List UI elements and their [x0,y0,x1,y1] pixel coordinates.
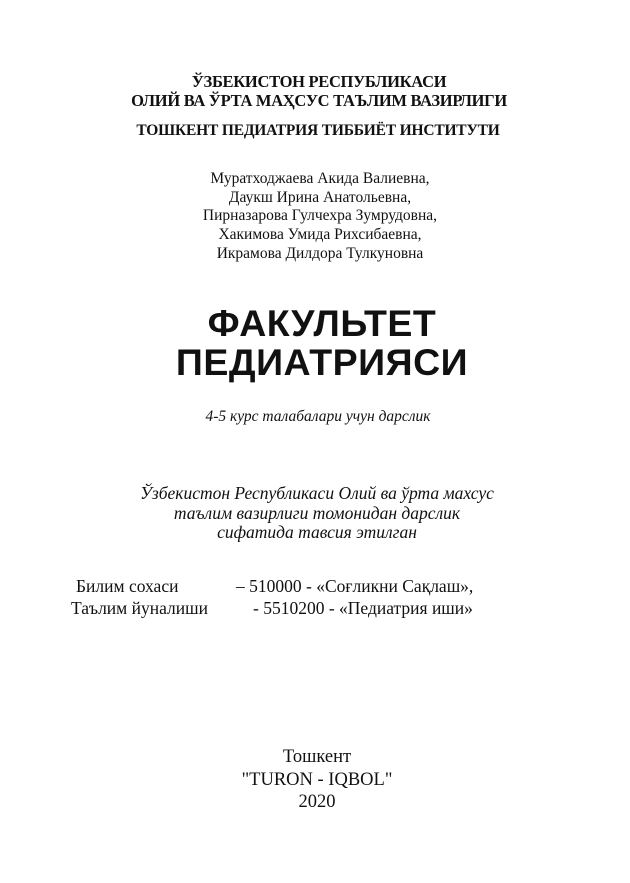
author: Хакимова Умида Рихсибаевна, [218,226,422,244]
author: Муратходжаева Акида Валиевна, [210,170,430,187]
author: Пирназарова Гулчехра Зумрудовна, [202,207,438,225]
education-direction-row [71,597,473,619]
education-direction-value: - 5510200 - «Педиатрия иши» [253,598,473,618]
publisher-name: "TURON - IQBOL" [241,769,393,790]
recommendation-line: таълим вазирлиги томонидан дарслик [173,502,461,523]
ministry-line-1: ЎЗБЕКИСТОН РЕСПУБЛИКАСИ [191,72,447,91]
author: Даукш Ирина Анатольевна, [228,188,412,206]
ministry-header [0,72,630,110]
recommendation-line: сифатида тавсия этилган [217,522,417,542]
author: Икрамова Дилдора Тулкуновна [216,244,424,262]
publisher-city: Тошкент [282,747,352,767]
specialty-info [71,575,474,619]
knowledge-area-row [76,575,473,597]
author-list [0,170,630,264]
ministry-line-2: ОЛИЙ ВА ЎРТА МАҲСУС ТАЪЛИМ ВАЗИРЛИГИ [131,91,507,110]
book-title-line-1: ФАКУЛЬТЕТ [207,302,437,344]
knowledge-area-value: – 510000 - «Соғликни Сақлаш», [236,576,474,596]
knowledge-area-label: Билим сохаси [76,576,179,596]
publication-year: 2020 [298,792,336,812]
education-direction-label: Таълим йуналиши [71,598,208,618]
book-subtitle: 4-5 курс талабалари учун дарслик [205,408,431,425]
book-title [0,304,630,382]
publisher-block [0,746,630,814]
institute-name: ТОШКЕНТ ПЕДИАТРИЯ ТИББИЁТ ИНСТИТУТИ [136,122,500,139]
recommendation-line: Ўзбекистон Республикаси Олий ва ўрта махсус [140,483,494,503]
book-title-line-2: ПЕДИАТРИЯСИ [175,341,469,383]
recommendation-note [0,484,630,543]
